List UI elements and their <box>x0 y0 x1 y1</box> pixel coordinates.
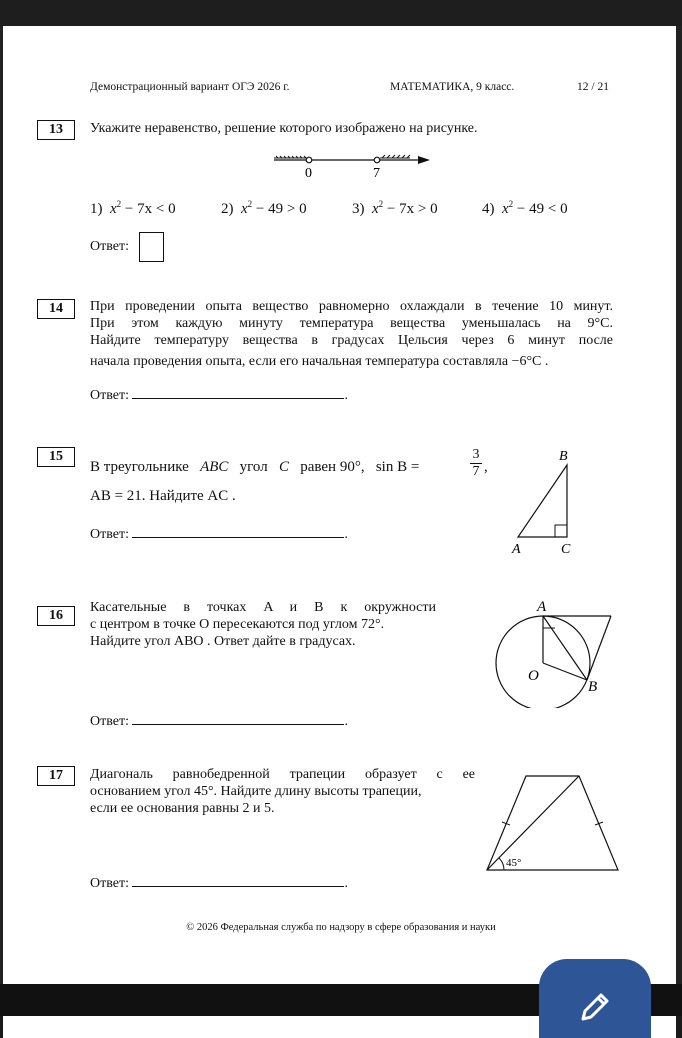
page-edge <box>0 26 3 984</box>
page-footer: © 2026 Федеральная служба по надзору в сфере образования и науки <box>186 922 496 933</box>
diagonal <box>487 776 579 870</box>
option-1: 1) $x^2 - 7x < 0$ <box>90 199 176 217</box>
header-left: Демонстрационный вариант ОГЭ 2026 г. <box>90 81 290 93</box>
answer-line-15[interactable] <box>132 527 344 538</box>
task-16-line-3: Найдите угол ABO . Ответ дайте в градусах. <box>90 634 356 649</box>
page-edge <box>676 26 682 984</box>
option-4: 4) $x^2 - 49 < 0$ <box>482 199 568 217</box>
trapezoid-figure <box>482 770 624 874</box>
task-14-line-1: При проведении опыта вещество равномерно охлаждали в течение 10 минут. <box>90 299 613 314</box>
tangent-b <box>587 616 611 680</box>
task-17-line-1: Диагональ равнобедренной трапеции образует с ее <box>90 767 475 782</box>
label-b: B <box>588 679 598 695</box>
answer-row-17: Ответ: . <box>90 876 348 891</box>
answer-line-14[interactable] <box>132 388 344 399</box>
page-number: 12 / 21 <box>577 81 609 93</box>
circle-tangents-figure <box>490 596 620 708</box>
task-13-text: Укажите неравенство, решение которого изображено на рисунке. <box>90 121 478 136</box>
trapezoid <box>487 776 618 870</box>
task-15-line-2: AB = 21. Найдите AC . <box>90 488 236 504</box>
point-7 <box>374 157 380 163</box>
label-c: C <box>561 542 571 557</box>
triangle-abc <box>518 465 567 537</box>
answer-label-13: Ответ: <box>90 239 129 254</box>
fraction-3-7: 3 7 <box>470 447 482 480</box>
point-0 <box>306 157 312 163</box>
answer-box-13[interactable] <box>139 232 164 262</box>
option-2: 2) $x^2 - 49 > 0$ <box>221 199 307 217</box>
angle-label: 45° <box>506 857 522 869</box>
axis-label-7: 7 <box>373 166 380 181</box>
viewer-top-bar <box>0 0 682 26</box>
axis-arrow <box>418 156 430 164</box>
right-triangle-figure <box>505 447 585 559</box>
pencil-icon <box>577 989 613 1025</box>
label-a: A <box>512 542 521 557</box>
comma: , <box>484 459 488 475</box>
task-number-13: 13 <box>37 120 75 140</box>
answer-row-14: Ответ: . <box>90 388 348 403</box>
radius-ob <box>543 663 587 680</box>
task-14-line-4: начала проведения опыта, если его начальная температура составляла −6°C . <box>90 354 549 369</box>
task-number-14: 14 <box>37 299 75 319</box>
answer-row-16: Ответ: . <box>90 714 348 729</box>
task-number-17: 17 <box>37 766 75 786</box>
task-number-16: 16 <box>37 606 75 626</box>
chord-ab <box>543 616 587 680</box>
hatch-left <box>274 156 308 158</box>
task-number-15: 15 <box>37 447 75 467</box>
angle-arc <box>499 858 504 870</box>
hatch-right <box>380 155 410 158</box>
number-line-figure <box>270 148 440 182</box>
task-16-line-1: Касательные в точках A и B к окружности <box>90 600 436 615</box>
label-a: A <box>537 599 547 615</box>
task-16-line-2: с центром в точке O пересекаются под углом 72°. <box>90 617 385 632</box>
option-3: 3) $x^2 - 7x > 0$ <box>352 199 438 217</box>
label-b: B <box>559 449 568 464</box>
answer-row-15: Ответ: . <box>90 527 348 542</box>
axis-label-0: 0 <box>305 166 312 181</box>
task-14-line-3: Найдите температуру вещества в градусах Цельсия через 6 минут после <box>90 333 613 348</box>
header-center: МАТЕМАТИКА, 9 класс. <box>390 81 515 93</box>
task-15-line-1: В треугольнике ABC угол C равен 90°, sin B = <box>90 459 420 475</box>
answer-line-17[interactable] <box>132 876 344 887</box>
task-14-line-2: При этом каждую минуту температура вещества уменьшалась на 9°C. <box>90 316 613 331</box>
label-o: O <box>528 668 539 684</box>
edit-button[interactable] <box>539 959 651 1038</box>
answer-line-16[interactable] <box>132 714 344 725</box>
task-17-line-3: если ее основания равны 2 и 5. <box>90 801 275 816</box>
task-17-line-2: основанием угол 45°. Найдите длину высоты трапеции, <box>90 784 422 799</box>
right-angle-mark <box>555 525 567 537</box>
